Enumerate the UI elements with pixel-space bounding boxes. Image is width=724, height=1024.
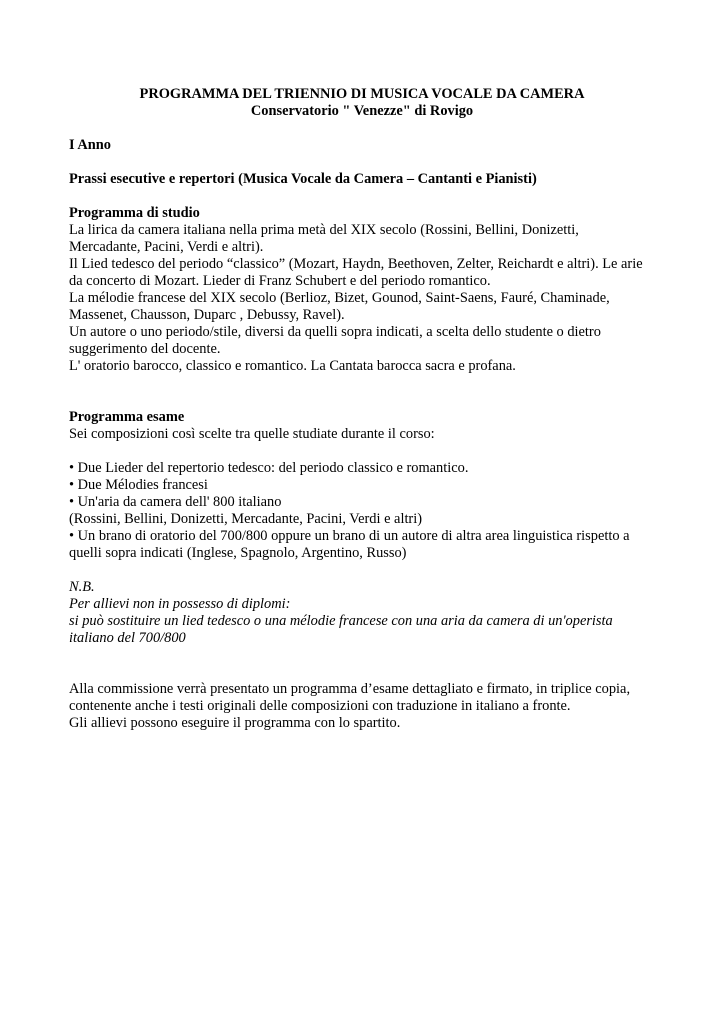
closing-line: Alla commissione verrà presentato un programma d’esame dettagliato e firmato, in triplice copia, <box>69 681 631 697</box>
document-subtitle: Conservatorio " Venezze" di Rovigo <box>250 103 474 119</box>
closing-section <box>69 681 659 732</box>
year-heading: I Anno <box>69 137 111 153</box>
study-program-line: Massenet, Chausson, Duparc , Debussy, Ravel). <box>69 307 345 323</box>
exam-program-item: (Rossini, Bellini, Donizetti, Mercadante, Pacini, Verdi e altri) <box>69 511 423 527</box>
exam-program-item: • Un'aria da camera dell' 800 italiano <box>69 494 282 510</box>
note-line: italiano del 700/800 <box>69 630 186 646</box>
note-line: Per allievi non in possesso di diplomi: <box>69 596 291 612</box>
document-title: PROGRAMMA DEL TRIENNIO DI MUSICA VOCALE DA CAMERA <box>139 86 585 102</box>
study-program-line: da concerto di Mozart. Lieder di Franz Schubert e del periodo romantico. <box>69 273 491 289</box>
study-program-line: L' oratorio barocco, classico e romantico. La Cantata barocca sacra e profana. <box>69 358 516 374</box>
study-program-line: suggerimento del docente. <box>69 341 221 357</box>
exam-program-heading: Programma esame <box>69 409 185 425</box>
study-program-section <box>69 205 659 375</box>
closing-line: contenente anche i testi originali delle composizioni con traduzione in italiano a fronte. <box>69 698 571 714</box>
exam-program-item: • Due Lieder del repertorio tedesco: del periodo classico e romantico. <box>69 460 469 476</box>
exam-program-list <box>69 460 659 562</box>
document-page <box>69 86 659 732</box>
note-label: N.B. <box>69 579 95 595</box>
study-program-heading: Programma di studio <box>69 205 200 221</box>
study-program-text <box>69 222 659 375</box>
closing-line: Gli allievi possono eseguire il programma con lo spartito. <box>69 715 401 731</box>
note-section <box>69 579 659 647</box>
exam-program-item: • Un brano di oratorio del 700/800 oppure un brano di un autore di altra area linguistica rispetto a <box>69 528 630 544</box>
study-program-line: La lirica da camera italiana nella prima metà del XIX secolo (Rossini, Bellini, Donizetti, <box>69 222 579 238</box>
study-program-line: Mercadante, Pacini, Verdi e altri). <box>69 239 264 255</box>
study-program-line: Un autore o uno periodo/stile, diversi da quelli sopra indicati, a scelta dello studente o dietro <box>69 324 601 340</box>
note-line: si può sostituire un lied tedesco o una mélodie francese con una aria da camera di un'operista <box>69 613 613 629</box>
course-heading: Prassi esecutive e repertori (Musica Vocale da Camera – Cantanti e Pianisti) <box>69 171 537 187</box>
document-header <box>65 86 659 120</box>
study-program-line: La mélodie francese del XIX secolo (Berlioz, Bizet, Gounod, Saint-Saens, Fauré, Chaminade, <box>69 290 610 306</box>
exam-program-item: quelli sopra indicati (Inglese, Spagnolo, Argentino, Russo) <box>69 545 407 561</box>
study-program-line: Il Lied tedesco del periodo “classico” (Mozart, Haydn, Beethoven, Zelter, Reichardt e altri). Le arie <box>69 256 643 272</box>
exam-program-item: • Due Mélodies francesi <box>69 477 208 493</box>
exam-program-section <box>69 409 659 562</box>
exam-program-intro: Sei composizioni così scelte tra quelle studiate durante il corso: <box>69 426 435 442</box>
